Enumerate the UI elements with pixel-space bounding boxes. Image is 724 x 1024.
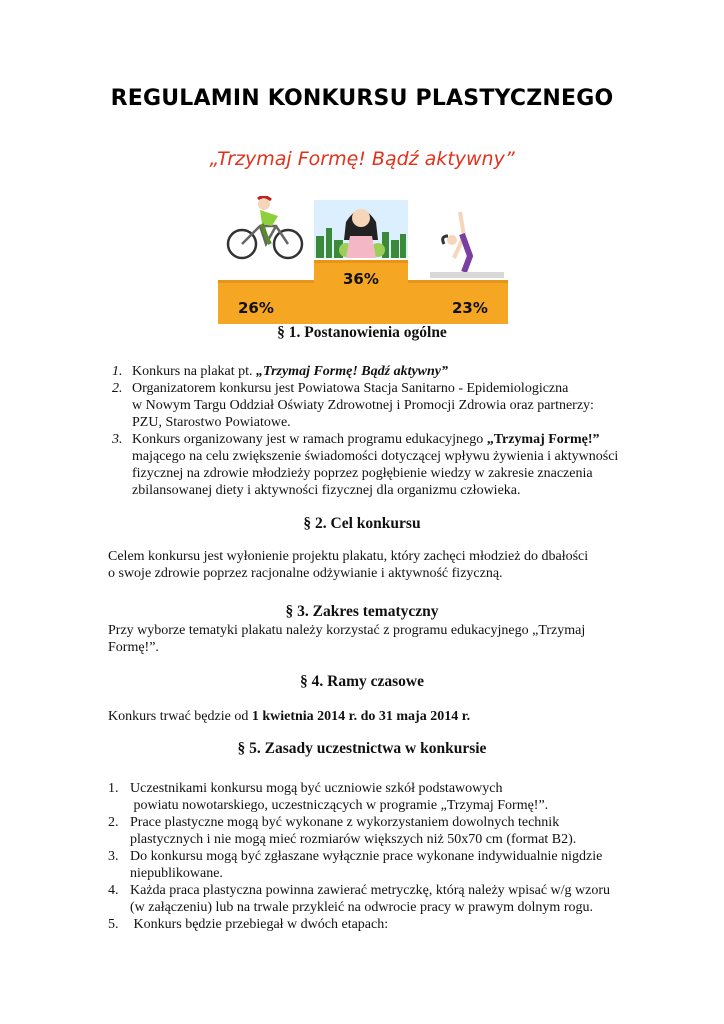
list-item: 5. Konkurs będzie przebiegał w dwóch etapach:	[108, 917, 389, 932]
section-5-heading: § 5. Zasady uczestnictwa w konkursie	[237, 740, 487, 757]
section-4-text: Konkurs trwać będzie od 1 kwietnia 2014 r. do 31 maja 2014 r.	[108, 709, 471, 724]
section-2-heading: § 2. Cel konkursu	[303, 515, 421, 532]
list-item: 1. Uczestnikami konkursu mogą być uczniowie szkół podstawowych powiatu nowotarskiego, uczestniczących w programie „Trzymaj Formę!”.	[108, 781, 549, 813]
list-item: 3. Konkurs organizowany jest w ramach programu edukacyjnego „Trzymaj Formę!” mającego na celu zwiększenie świadomości dotyczącej wpływu żywienia i aktywności fizycznej na zdrowie młodzieży poprzez pogłębienie wiedzy w zakresie znaczenia zbilansowanej diety i aktywności fizycznej dla organizmu człowieka.	[112, 432, 619, 498]
podium-label-right: 23%	[452, 299, 488, 317]
list-item: 3. Do konkursu mogą być zgłaszane wyłącznie prace wykonane indywidualnie nigdzie niepublikowane.	[108, 849, 603, 881]
section-1-list	[112, 363, 638, 499]
list-item: 2. Prace plastyczne mogą być wykonane z wykorzystaniem dowolnych technik plastycznych i nie mogą mieć rozmiarów większych niż 50x70 cm (format B2).	[108, 815, 577, 847]
section-3-heading: § 3. Zakres tematyczny	[285, 603, 439, 620]
list-item: 4. Każda praca plastyczna powinna zawierać metryczkę, którą należy wpisać w/g wzoru (w załączeniu) lub na trwale przykleić na odwrocie pracy w prawym dolnym rogu.	[108, 883, 611, 915]
section-2-text: Celem konkursu jest wyłonienie projektu plakatu, który zachęci młodzież do dbałości o swoje zdrowie poprzez racjonalne odżywianie i aktywność fizyczną.	[108, 549, 589, 581]
section-1-heading: § 1. Postanowienia ogólne	[277, 324, 447, 341]
podium-label-center: 36%	[343, 270, 379, 288]
list-item: 2. Organizatorem konkursu jest Powiatowa Stacja Sanitarno - Epidemiologiczna w Nowym Targu Oddział Oświaty Zdrowotnej i Promocji Zdrowia oraz partnerzy: PZU, Starostwo Powiatowe.	[112, 381, 594, 430]
document-title: REGULAMIN KONKURSU PLASTYCZNEGO	[110, 86, 614, 111]
podium-illustration	[218, 196, 508, 324]
section-5-list	[108, 780, 648, 933]
podium-label-left: 26%	[238, 299, 274, 317]
document-subtitle: „Trzymaj Formę! Bądź aktywny”	[209, 148, 515, 170]
section-4-heading: § 4. Ramy czasowe	[300, 673, 424, 690]
gymnast-figure	[430, 212, 504, 278]
list-item: 1. Konkurs na plakat pt. „Trzymaj Formę! Bądź aktywny”	[112, 364, 449, 379]
section-3-text: Przy wyborze tematyki plakatu należy korzystać z programu edukacyjnego „Trzymaj Formę!”.	[108, 623, 586, 655]
cyclist-figure	[228, 197, 302, 258]
